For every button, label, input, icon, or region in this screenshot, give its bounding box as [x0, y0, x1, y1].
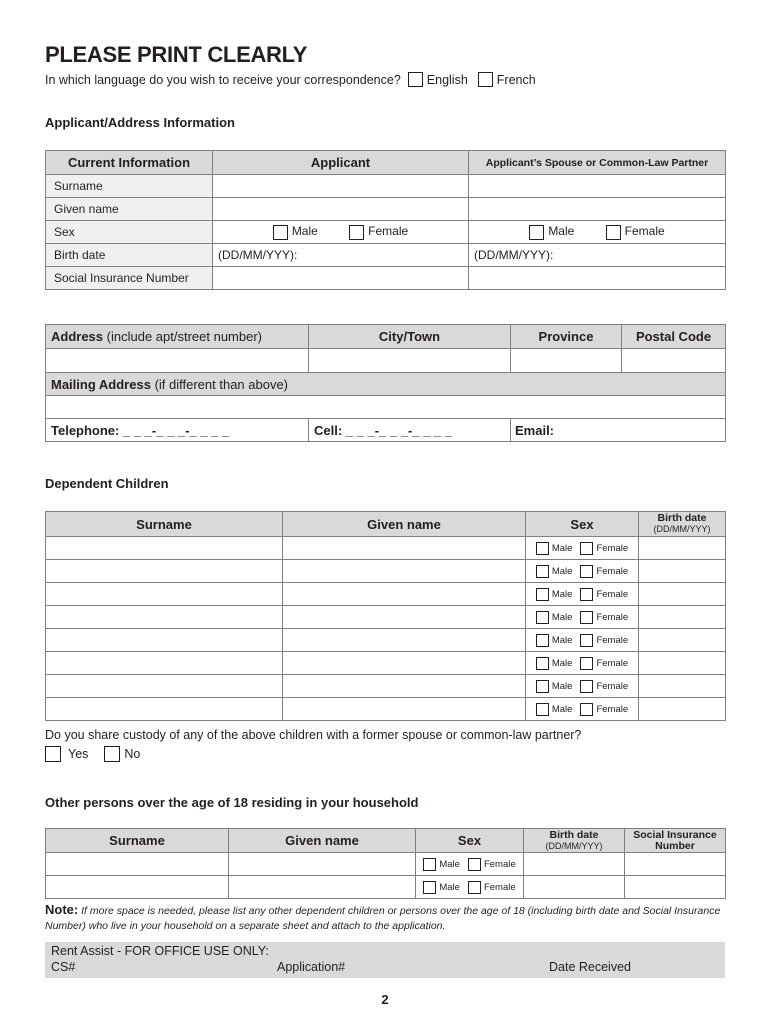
page-number: 2 [381, 992, 389, 1007]
female-checkbox[interactable] [580, 565, 593, 578]
custody-question: Do you share custody of any of the above children with a former spouse or common-law partner? [45, 728, 582, 742]
address-label: Address [51, 329, 104, 344]
child-given-name-field[interactable] [283, 629, 526, 652]
sex-label: Sex [46, 221, 213, 244]
female-checkbox[interactable] [580, 634, 593, 647]
address-note: (include apt/street number) [106, 329, 263, 344]
custody-no-checkbox[interactable] [104, 746, 120, 762]
female-label: Female [596, 680, 629, 692]
applicant-given-name-field[interactable] [213, 198, 469, 221]
male-label: Male [551, 703, 573, 715]
page-title: PLEASE PRINT CLEARLY [45, 42, 308, 67]
other-birth-date-header [524, 829, 625, 853]
birth-date-label: Birth date [657, 512, 707, 524]
spouse-given-name-field[interactable] [469, 198, 726, 221]
english-label: English [426, 72, 468, 87]
male-label: Male [551, 588, 573, 600]
other-surname-header: Surname [46, 829, 229, 853]
address-field[interactable] [46, 349, 309, 373]
language-question [45, 72, 536, 87]
female-label: Female [483, 881, 516, 893]
other-given-name-header: Given name [229, 829, 416, 853]
child-surname-header: Surname [46, 512, 283, 537]
table-row [46, 853, 726, 876]
female-label: Female [624, 224, 665, 239]
other-sin-field[interactable] [625, 876, 726, 899]
applicant-section-heading: Applicant/Address Information [45, 115, 235, 130]
child-surname-field[interactable] [46, 560, 283, 583]
child-given-name-field[interactable] [283, 537, 526, 560]
male-label: Male [439, 858, 460, 870]
child-sex-field [526, 606, 639, 629]
female-checkbox[interactable] [468, 858, 481, 871]
given-name-label: Given name [46, 198, 213, 221]
mailing-note: (if different than above) [154, 376, 289, 392]
male-label: Male [551, 634, 573, 646]
other-birth-date-field[interactable] [524, 876, 625, 899]
child-given-name-header: Given name [283, 512, 526, 537]
male-label: Male [548, 224, 575, 239]
english-checkbox[interactable] [408, 72, 423, 87]
applicant-male-checkbox[interactable] [273, 225, 288, 240]
female-label: Female [596, 657, 629, 669]
table-row [46, 606, 726, 629]
sin-label-line2: Number [655, 839, 695, 852]
email-field[interactable]: Email: [511, 419, 726, 442]
male-checkbox[interactable] [536, 703, 549, 716]
address-table [45, 324, 726, 442]
child-sex-header: Sex [526, 512, 639, 537]
other-sin-field[interactable] [625, 853, 726, 876]
female-checkbox[interactable] [580, 611, 593, 624]
child-given-name-field[interactable] [283, 583, 526, 606]
child-surname-field[interactable] [46, 675, 283, 698]
child-surname-field[interactable] [46, 606, 283, 629]
current-info-header: Current Information [46, 151, 213, 175]
custody-no-label: No [124, 747, 141, 761]
male-checkbox[interactable] [536, 657, 549, 670]
female-checkbox[interactable] [580, 703, 593, 716]
sin-label: Social Insurance Number [46, 267, 213, 290]
french-checkbox[interactable] [478, 72, 493, 87]
male-checkbox[interactable] [536, 588, 549, 601]
spouse-male-checkbox[interactable] [529, 225, 544, 240]
child-sex-field [526, 537, 639, 560]
child-sex-field [526, 652, 639, 675]
office-use-box [45, 942, 725, 978]
child-surname-field[interactable] [46, 537, 283, 560]
male-checkbox[interactable] [536, 542, 549, 555]
male-label: Male [551, 657, 573, 669]
child-birth-date-field[interactable] [639, 560, 726, 583]
spouse-sin-field[interactable] [469, 267, 726, 290]
female-label: Female [596, 634, 629, 646]
other-sex-field [416, 853, 524, 876]
table-row [46, 583, 726, 606]
cell-field[interactable]: Cell: _ _ _-_ _ _-_ _ _ _ [309, 419, 511, 442]
male-checkbox[interactable] [423, 881, 436, 894]
other-surname-field[interactable] [46, 876, 229, 899]
others-section-heading: Other persons over the age of 18 residing in your household [45, 795, 419, 810]
other-given-name-field[interactable] [229, 876, 416, 899]
child-surname-field[interactable] [46, 652, 283, 675]
child-sex-field [526, 583, 639, 606]
applicant-surname-field[interactable] [213, 175, 469, 198]
other-given-name-field[interactable] [229, 853, 416, 876]
female-checkbox[interactable] [580, 588, 593, 601]
applicant-birth-date-field[interactable]: (DD/MM/YYY): [213, 244, 469, 267]
spouse-sex-field [469, 221, 726, 244]
postal-code-field[interactable] [622, 349, 726, 373]
other-sex-header: Sex [416, 829, 524, 853]
table-row [46, 629, 726, 652]
spouse-female-checkbox[interactable] [606, 225, 621, 240]
male-checkbox[interactable] [536, 634, 549, 647]
male-label: Male [551, 565, 573, 577]
province-header: Province [511, 325, 622, 349]
spouse-header: Applicant’s Spouse or Common-Law Partner [469, 151, 726, 175]
applicant-sex-field [213, 221, 469, 244]
spouse-surname-field[interactable] [469, 175, 726, 198]
spouse-birth-date-field[interactable]: (DD/MM/YYY): [469, 244, 726, 267]
child-birth-date-field[interactable] [639, 629, 726, 652]
office-title: Rent Assist - FOR OFFICE USE ONLY: [51, 944, 269, 958]
note-text: If more space is needed, please list any other dependent children or persons over the age of 18 (including birth date and Social Insurance Number) who live in your household on a separate sheet and attach to the application. [45, 905, 721, 932]
city-field[interactable] [309, 349, 511, 373]
male-checkbox[interactable] [536, 611, 549, 624]
table-row [46, 876, 726, 899]
child-surname-field[interactable] [46, 583, 283, 606]
mailing-address-header [46, 373, 726, 396]
female-label: Female [596, 611, 629, 623]
sin-label-line1: Social Insurance [633, 828, 717, 841]
birth-date-label: Birth date [46, 244, 213, 267]
mailing-address-field[interactable] [46, 396, 726, 419]
female-label: Female [368, 224, 409, 239]
child-sex-field [526, 560, 639, 583]
female-checkbox[interactable] [580, 542, 593, 555]
table-row [46, 698, 726, 721]
male-checkbox[interactable] [423, 858, 436, 871]
child-sex-field [526, 629, 639, 652]
birth-date-format: (DD/MM/YYY) [653, 524, 711, 534]
male-label: Male [551, 680, 573, 692]
cs-label: CS# [51, 960, 76, 974]
surname-label: Surname [46, 175, 213, 198]
mailing-label: Mailing Address [51, 376, 151, 392]
custody-options [45, 746, 140, 762]
female-checkbox[interactable] [580, 680, 593, 693]
child-sex-field [526, 675, 639, 698]
note-label: Note: [45, 902, 79, 917]
table-row [46, 537, 726, 560]
child-given-name-field[interactable] [283, 560, 526, 583]
telephone-field[interactable]: Telephone: _ _ _-_ _ _-_ _ _ _ [46, 419, 309, 442]
applicant-sin-field[interactable] [213, 267, 469, 290]
female-label: Female [596, 703, 629, 715]
applicant-header: Applicant [213, 151, 469, 175]
children-table [45, 511, 726, 721]
applicant-female-checkbox[interactable] [349, 225, 364, 240]
language-question-text: In which language do you wish to receive your correspondence? [45, 72, 401, 87]
female-label: Female [596, 565, 629, 577]
custody-yes-checkbox[interactable] [45, 746, 61, 762]
custody-yes-label: Yes [68, 747, 89, 761]
french-label: French [496, 72, 536, 87]
note [45, 902, 725, 934]
female-checkbox[interactable] [468, 881, 481, 894]
birth-date-label: Birth date [549, 828, 599, 841]
child-birth-date-field[interactable] [639, 652, 726, 675]
child-surname-field[interactable] [46, 698, 283, 721]
child-sex-field [526, 698, 639, 721]
postal-code-header: Postal Code [622, 325, 726, 349]
female-label: Female [483, 858, 516, 870]
province-field[interactable] [511, 349, 622, 373]
date-received-label: Date Received [549, 960, 631, 974]
other-sin-header [625, 829, 726, 853]
child-given-name-field[interactable] [283, 606, 526, 629]
table-row [46, 560, 726, 583]
child-birth-date-header [639, 512, 726, 537]
application-label: Application# [277, 960, 346, 974]
other-surname-field[interactable] [46, 853, 229, 876]
child-birth-date-field[interactable] [639, 583, 726, 606]
table-row [46, 652, 726, 675]
male-label: Male [551, 542, 573, 554]
child-given-name-field[interactable] [283, 698, 526, 721]
child-birth-date-field[interactable] [639, 698, 726, 721]
other-birth-date-field[interactable] [524, 853, 625, 876]
children-section-heading: Dependent Children [45, 476, 169, 491]
male-checkbox[interactable] [536, 680, 549, 693]
city-header: City/Town [309, 325, 511, 349]
child-given-name-field[interactable] [283, 652, 526, 675]
female-label: Female [596, 542, 629, 554]
address-header [46, 325, 309, 349]
male-label: Male [551, 611, 573, 623]
male-label: Male [291, 224, 318, 239]
child-birth-date-field[interactable] [639, 606, 726, 629]
others-table [45, 828, 726, 899]
applicant-table [45, 150, 726, 290]
child-surname-field[interactable] [46, 629, 283, 652]
child-birth-date-field[interactable] [639, 537, 726, 560]
female-label: Female [596, 588, 629, 600]
female-checkbox[interactable] [580, 657, 593, 670]
male-label: Male [439, 881, 460, 893]
table-row [46, 675, 726, 698]
child-birth-date-field[interactable] [639, 675, 726, 698]
birth-date-format: (DD/MM/YYY) [545, 840, 603, 851]
child-given-name-field[interactable] [283, 675, 526, 698]
male-checkbox[interactable] [536, 565, 549, 578]
other-sex-field [416, 876, 524, 899]
